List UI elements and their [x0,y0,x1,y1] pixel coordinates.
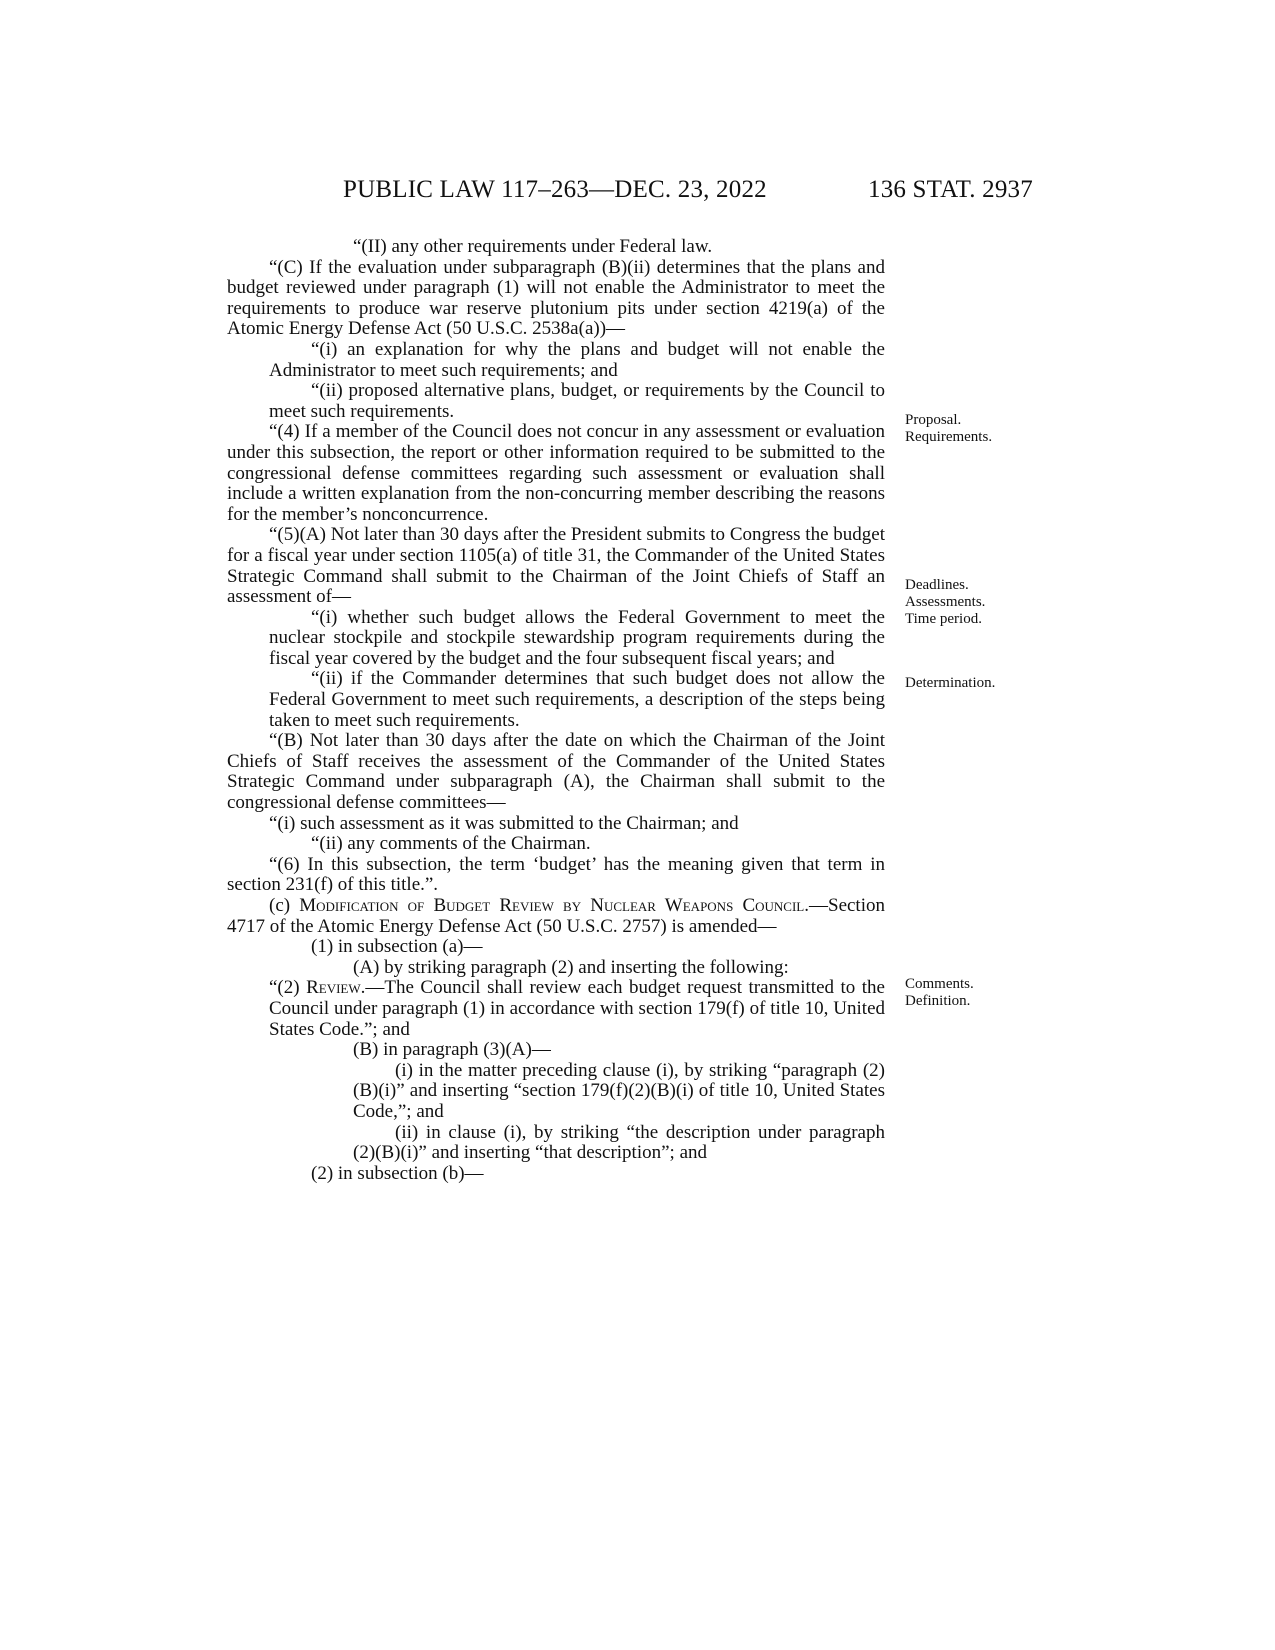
paragraph-text: —The Council shall review each budget request transmitted to the Council under paragraph (1) in accordance with section 179(f) of title 10, United States Code.”; and [269,977,885,1040]
margin-note: Deadlines. Assessments. Time period. [905,577,986,627]
paragraph: (1) in subsection (a)— [311,936,483,958]
paragraph: “(i) such assessment as it was submitted to the Chairman; and [269,812,739,834]
section-heading-paragraph [227,896,885,937]
heading-prefix: “(2) [269,977,307,999]
paragraph: (ii) in clause (i), by striking “the description under paragraph (2)(B)(i)” and inserting “that description”; and [353,1121,885,1164]
paragraph: “(ii) if the Commander determines that such budget does not allow the Federal Government to meet such requirements, a description of the steps being taken to meet such requirements. [269,668,885,731]
paragraph: (2) in subsection (b)— [311,1162,484,1184]
paragraph-text: —Section 4717 of the Atomic Energy Defense Act (50 U.S.C. 2757) is amended— [227,895,885,937]
heading-prefix: (c) [269,895,300,916]
margin-note: Proposal. Requirements. [905,412,993,445]
paragraph: “(ii) any comments of the Chairman. [311,833,591,855]
review-heading: Review. [306,977,366,999]
paragraph: “(ii) proposed alternative plans, budget, or requirements by the Council to meet such requirements. [269,380,885,422]
paragraph: (A) by striking paragraph (2) and inserting the following: [353,956,789,978]
margin-note: Comments. Definition. [905,976,974,1009]
paragraph: “(C) If the evaluation under subparagraph (B)(ii) determines that the plans and budget reviewed under paragraph (1) will not enable the Administrator to meet the requirements to produce war reserve plutonium pits under section 4219(a) of the Atomic Energy Defense Act (50 U.S.C. 2538a(a))— [227,256,885,340]
paragraph: (B) in paragraph (3)(A)— [353,1039,551,1061]
paragraph: “(4) If a member of the Council does not concur in any assessment or evaluation under this subsection, the report or other information required to be submitted to the congressional defense committees regarding such assessment or evaluation shall include a written explanation from the non-concurring member describing the reasons for the member’s nonconcurrence. [227,421,885,525]
paragraph: “(i) whether such budget allows the Federal Government to meet the nuclear stockpile and stockpile stewardship program requirements during the fiscal year covered by the budget and the four subsequent fiscal years; and [269,606,885,669]
paragraph: “(i) an explanation for why the plans and budget will not enable the Administrator to meet such requirements; and [269,338,885,381]
paragraph: “(B) Not later than 30 days after the date on which the Chairman of the Joint Chiefs of Staff receives the assessment of the Commander of the United States Strategic Command under subparagraph (A), the Chairman shall submit to the congressional defense committees— [227,730,885,814]
margin-note: Determination. [905,675,996,691]
statute-body [227,237,885,1184]
running-header-title: PUBLIC LAW 117–263—DEC. 23, 2022 [343,176,767,203]
subsection-heading: Modification of Budget Review by Nuclear Weapons Council. [299,895,809,916]
paragraph: “(5)(A) Not later than 30 days after the President submits to Congress the budget for a fiscal year under section 1105(a) of title 31, the Commander of the United States Strategic Command shall submit to the Chairman of the Joint Chiefs of Staff an assessment of— [227,524,885,608]
paragraph: “(6) In this subsection, the term ‘budget’ has the meaning given that term in section 231(f) of this title.”. [227,853,885,896]
paragraph: (i) in the matter preceding clause (i), by striking “paragraph (2)(B)(i)” and inserting “section 179(f)(2)(B)(i) of title 10, United States Code,”; and [353,1059,885,1122]
review-paragraph [227,978,885,1040]
paragraph: “(II) any other requirements under Federal law. [353,236,713,257]
running-header-page-number: 136 STAT. 2937 [868,176,1033,203]
